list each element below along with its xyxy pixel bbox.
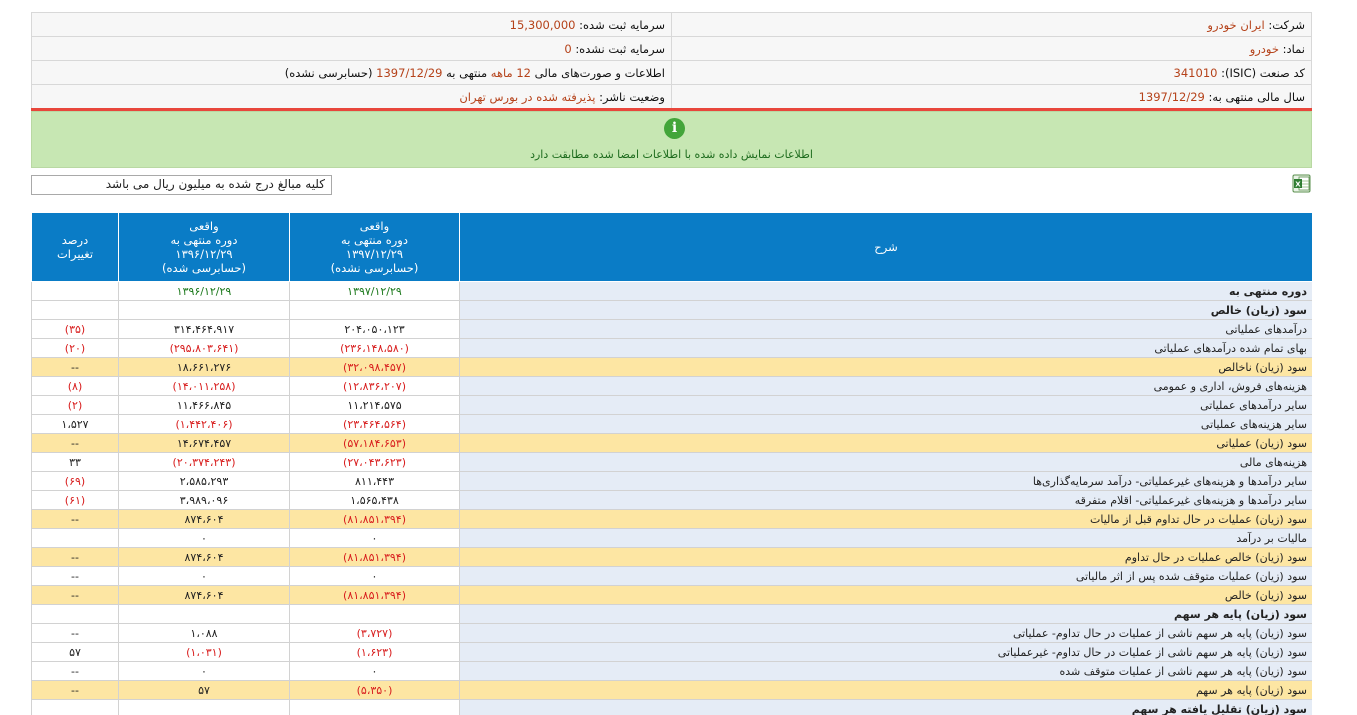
table-header-row (32, 213, 1313, 282)
row-value-1397: ۰ (290, 662, 460, 681)
statements-suffix: (حسابرسی نشده) (284, 65, 373, 80)
info-icon: i (664, 118, 685, 139)
capital-registered-cell (32, 13, 672, 37)
symbol-cell (672, 37, 1312, 61)
table-row (32, 643, 1313, 662)
row-value-1397: ۰ (290, 529, 460, 548)
table-row (32, 453, 1313, 472)
row-change-percent: -- (32, 548, 119, 567)
row-value-1396: (۱،۰۳۱) (119, 643, 290, 662)
capital-registered-value: 15,300,000 (509, 17, 576, 32)
row-value-1397: (۱۲،۸۳۶،۲۰۷) (290, 377, 460, 396)
fiscal-year-cell (672, 85, 1312, 109)
row-description: هزینه‌های مالی (460, 453, 1313, 472)
row-value-1397 (290, 301, 460, 320)
row-value-1396: (۱،۴۴۲،۴۰۶) (119, 415, 290, 434)
table-row (32, 681, 1313, 700)
row-value-1397: (۳،۷۲۷) (290, 624, 460, 643)
table-row (32, 301, 1313, 320)
row-value-1396: (۱۴،۰۱۱،۲۵۸) (119, 377, 290, 396)
statements-cell (32, 61, 672, 85)
svg-text:X: X (1295, 180, 1301, 189)
table-row (32, 662, 1313, 681)
header-col1-line4: (حسابرسی نشده) (330, 261, 419, 275)
row-value-1397: (۲۳،۴۶۴،۵۶۴) (290, 415, 460, 434)
company-label: شرکت: (1268, 17, 1305, 32)
excel-export-icon[interactable] (1292, 174, 1311, 193)
table-row (32, 567, 1313, 586)
row-value-1397: ۲۰۴،۰۵۰،۱۲۳ (290, 320, 460, 339)
row-value-1396 (119, 301, 290, 320)
row-description: سود (زیان) پایه هر سهم ناشی از عملیات متوقف شده (460, 662, 1313, 681)
row-change-percent: (۲۰) (32, 339, 119, 358)
statements-prefix: اطلاعات و صورت‌های مالی (534, 65, 665, 80)
row-value-1397: ۰ (290, 567, 460, 586)
header-col3[interactable] (32, 213, 119, 282)
row-value-1396: ۸۷۴،۶۰۴ (119, 586, 290, 605)
table-row (32, 358, 1313, 377)
row-value-1396: ۰ (119, 567, 290, 586)
header-col2-line2: دوره منتهی به (170, 233, 238, 247)
row-change-percent: (۲) (32, 396, 119, 415)
table-row (32, 491, 1313, 510)
header-desc[interactable]: شرح (460, 213, 1313, 282)
unit-note: کلیه مبالغ درج شده به میلیون ریال می باشد (31, 175, 332, 195)
row-value-1397 (290, 605, 460, 624)
company-value[interactable]: ایران خودرو (1207, 17, 1265, 32)
row-value-1396: ۳،۹۸۹،۰۹۶ (119, 491, 290, 510)
row-description: مالیات بر درآمد (460, 529, 1313, 548)
row-value-1396: ۰ (119, 529, 290, 548)
table-row (32, 377, 1313, 396)
row-description: سود (زیان) عملیاتی (460, 434, 1313, 453)
row-value-1396 (119, 700, 290, 715)
row-value-1397: ۱۱،۲۱۴،۵۷۵ (290, 396, 460, 415)
row-value-1396: ۸۷۴،۶۰۴ (119, 548, 290, 567)
row-change-percent: (۶۱) (32, 491, 119, 510)
header-col1-line2: دوره منتهی به (341, 233, 408, 247)
row-value-1397: ۱،۵۶۵،۴۳۸ (290, 491, 460, 510)
capital-registered-label: سرمایه ثبت شده: (579, 17, 665, 32)
table-row (32, 320, 1313, 339)
header-col2-line4: (حسابرسی شده) (162, 261, 246, 275)
row-value-1397: (۳۲،۰۹۸،۴۵۷) (290, 358, 460, 377)
row-change-percent: ۵۷ (32, 643, 119, 662)
row-description: سود (زیان) خالص عملیات در حال تداوم (460, 548, 1313, 567)
header-col1-line1: واقعی (359, 219, 390, 233)
row-change-percent (32, 529, 119, 548)
header-col2-line1: واقعی (189, 219, 219, 233)
row-description: سود (زیان) خالص (460, 586, 1313, 605)
row-change-percent (32, 605, 119, 624)
row-value-1397 (290, 700, 460, 715)
capital-unregistered-cell (32, 37, 672, 61)
row-change-percent: -- (32, 681, 119, 700)
row-value-1396: ۱،۰۸۸ (119, 624, 290, 643)
row-change-percent (32, 700, 119, 715)
row-description: سایر هزینه‌های عملیاتی (460, 415, 1313, 434)
row-change-percent: -- (32, 586, 119, 605)
row-value-1397: (۸۱،۸۵۱،۳۹۴) (290, 510, 460, 529)
symbol-value[interactable]: خودرو (1249, 41, 1279, 56)
row-value-1396 (119, 605, 290, 624)
table-row (32, 396, 1313, 415)
row-value-1396: ۱۳۹۶/۱۲/۲۹ (119, 282, 290, 301)
income-statement (31, 212, 1312, 715)
statements-mid: منتهی به (446, 65, 488, 80)
row-value-1396: (۲۹۵،۸۰۳،۶۴۱) (119, 339, 290, 358)
row-description: دوره منتهی به (460, 282, 1313, 301)
row-description: سود (زیان) عملیات در حال تداوم قبل از مالیات (460, 510, 1313, 529)
row-change-percent: (۳۵) (32, 320, 119, 339)
header-col3-line2: تغییرات (56, 247, 94, 261)
row-description: هزینه‌های فروش، اداری و عمومی (460, 377, 1313, 396)
fiscal-year-label: سال مالی منتهی به: (1208, 89, 1305, 104)
row-value-1396: ۱۱،۴۶۶،۸۴۵ (119, 396, 290, 415)
row-change-percent (32, 282, 119, 301)
isic-cell (672, 61, 1312, 85)
row-value-1397: (۵،۳۵۰) (290, 681, 460, 700)
header-col2-line3: ۱۳۹۶/۱۲/۲۹ (175, 247, 233, 261)
income-statement-table (31, 212, 1312, 715)
publisher-status-value: پذیرفته شده در بورس تهران (459, 89, 596, 104)
row-value-1396: ۳۱۴،۴۶۴،۹۱۷ (119, 320, 290, 339)
row-value-1397: (۲۷،۰۴۳،۶۲۳) (290, 453, 460, 472)
header-col2[interactable] (119, 213, 290, 282)
table-row (32, 434, 1313, 453)
statements-period: 12 ماهه (490, 65, 531, 80)
row-value-1397: (۸۱،۸۵۱،۳۹۴) (290, 548, 460, 567)
row-description: سود (زیان) پایه هر سهم ناشی از عملیات در حال تداوم- عملیاتی (460, 624, 1313, 643)
row-description: بهای تمام شده درآمدهای عملیاتی (460, 339, 1313, 358)
table-row (32, 339, 1313, 358)
publisher-status-cell (32, 85, 672, 109)
row-change-percent: -- (32, 358, 119, 377)
row-value-1396: ۱۴،۶۷۴،۴۵۷ (119, 434, 290, 453)
table-row (32, 529, 1313, 548)
fiscal-year-value: 1397/12/29 (1138, 89, 1205, 104)
header-col1-line3: ۱۳۹۷/۱۲/۲۹ (345, 247, 404, 261)
row-change-percent: (۸) (32, 377, 119, 396)
row-description: سایر درآمدهای عملیاتی (460, 396, 1313, 415)
row-value-1396: ۲،۵۸۵،۲۹۳ (119, 472, 290, 491)
row-value-1397: (۲۳۶،۱۴۸،۵۸۰) (290, 339, 460, 358)
table-row (32, 282, 1313, 301)
row-change-percent: -- (32, 567, 119, 586)
row-value-1396: ۸۷۴،۶۰۴ (119, 510, 290, 529)
row-value-1397: (۵۷،۱۸۴،۶۵۳) (290, 434, 460, 453)
header-col3-line1: درصد (61, 233, 89, 247)
table-row (32, 510, 1313, 529)
row-change-percent (32, 301, 119, 320)
row-value-1396: ۵۷ (119, 681, 290, 700)
table-row (32, 415, 1313, 434)
row-description: سود (زیان) پایه هر سهم (460, 681, 1313, 700)
table-body (32, 282, 1313, 715)
row-description: درآمدهای عملیاتی (460, 320, 1313, 339)
row-value-1396: ۰ (119, 662, 290, 681)
row-description: سود (زیان) پایه هر سهم (460, 605, 1313, 624)
notice-text: اطلاعات نمایش داده شده با اطلاعات امضا شده مطابقت دارد (530, 148, 813, 161)
table-row (32, 605, 1313, 624)
isic-label: کد صنعت (ISIC): (1221, 65, 1305, 80)
table-row (32, 586, 1313, 605)
row-value-1397: ۸۱۱،۴۴۳ (290, 472, 460, 491)
company-info-table (31, 12, 1312, 109)
row-change-percent: -- (32, 662, 119, 681)
row-change-percent: ۳۳ (32, 453, 119, 472)
row-value-1397: (۱،۶۲۳) (290, 643, 460, 662)
row-change-percent: ۱،۵۲۷ (32, 415, 119, 434)
statements-date: 1397/12/29 (376, 65, 443, 80)
capital-unregistered-label: سرمایه ثبت نشده: (575, 41, 665, 56)
row-value-1397: (۸۱،۸۵۱،۳۹۴) (290, 586, 460, 605)
row-value-1396: (۲۰،۳۷۴،۲۴۳) (119, 453, 290, 472)
row-description: سود (زیان) ناخالص (460, 358, 1313, 377)
table-row (32, 548, 1313, 567)
row-change-percent: -- (32, 434, 119, 453)
row-value-1397: ۱۳۹۷/۱۲/۲۹ (290, 282, 460, 301)
capital-unregistered-value: 0 (564, 41, 572, 56)
publisher-status-label: وضعیت ناشر: (599, 89, 665, 104)
row-description: سود (زیان) خالص (460, 301, 1313, 320)
row-description: سود (زیان) پایه هر سهم ناشی از عملیات در حال تداوم- غیرعملیاتی (460, 643, 1313, 662)
table-row (32, 624, 1313, 643)
table-row (32, 472, 1313, 491)
header-col1[interactable] (290, 213, 460, 282)
row-change-percent: -- (32, 510, 119, 529)
row-change-percent: (۶۹) (32, 472, 119, 491)
row-description: سایر درآمدها و هزینه‌های غیرعملیاتی- درآمد سرمایه‌گذاری‌ها (460, 472, 1313, 491)
table-row (32, 700, 1313, 715)
isic-value: 341010 (1173, 65, 1218, 80)
row-change-percent: -- (32, 624, 119, 643)
symbol-label: نماد: (1282, 41, 1305, 56)
row-description: سایر درآمدها و هزینه‌های غیرعملیاتی- اقلام متفرقه (460, 491, 1313, 510)
row-description: سود (زیان) عملیات متوقف شده پس از اثر مالیاتی (460, 567, 1313, 586)
row-description: سود (زیان) تقلیل یافته هر سهم (460, 700, 1313, 715)
verification-notice (31, 111, 1312, 168)
company-cell (672, 13, 1312, 37)
row-value-1396: ۱۸،۶۶۱،۲۷۶ (119, 358, 290, 377)
